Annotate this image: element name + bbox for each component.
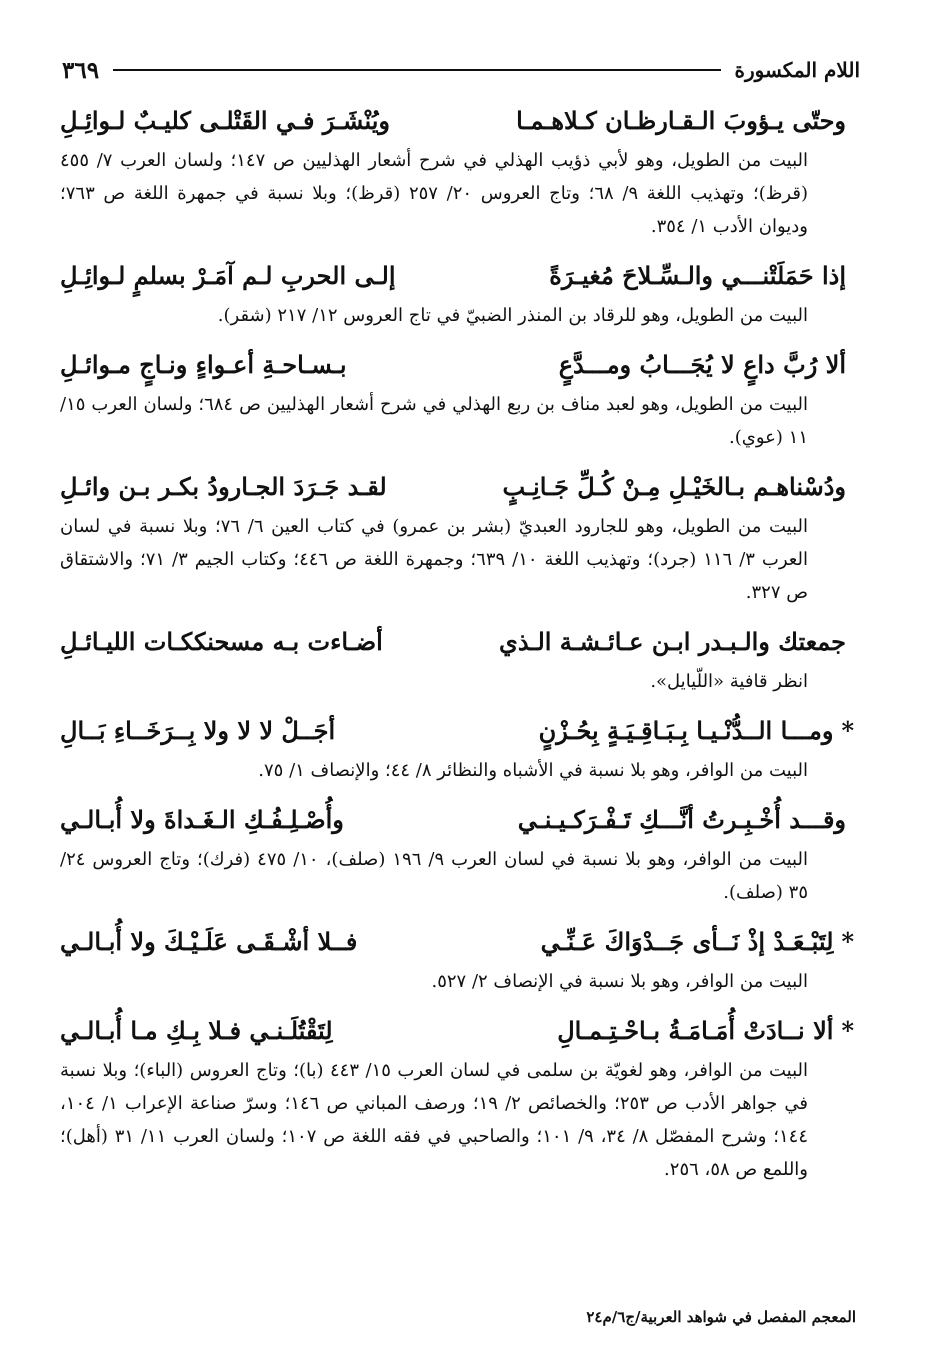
verse-line [60,340,854,388]
first-hemistich: لِتَبْـعَـدْ إذْ نَــأى جَــدْوَاكَ عَـنِّـي [540,927,834,956]
verse-note: البيت من الطويل، وهو للجارود العبديّ (بشر بن عمرو) في كتاب العين ٦/ ٧٦؛ وبلا نسبة في لسان العرب ٣/ ١١٦ (جرد)؛ وتهذيب اللغة ١٠/ ٦٣٩؛ وجمهرة اللغة ص ٤٤٦؛ وكتاب الجيم ٣/ ٧١؛ والاشتقاق ص ٣٢٧. [60,516,808,603]
verse-entry [60,1006,854,1186]
first-hemistich: ألا رُبَّ داعٍ لا يُجَـــابُ ومـــدَّعٍ [558,350,846,379]
second-hemistich: لِتَقْتُلَـنـي فـلا بِـكِ مـا أُبـالـي [60,1016,333,1045]
second-hemistich: إلـى الحربِ لـم آمَـرْ بسلمٍ لـوائِـلِ [60,261,396,290]
verse-first-part [557,1006,854,1056]
verse-entry [60,617,854,698]
verse-first-part [518,795,854,845]
verse-note: البيت من الطويل، وهو لعبد مناف بن ربع الهذلي في شرح أشعار الهذليين ص ٦٨٤؛ ولسان العرب ١٥/ ١١ (عوي). [60,394,808,448]
second-hemistich: بـسـاحـةِ أعـواءٍ ونـاجٍ مـوائـلِ [60,350,347,379]
chapter-title: اللام المكسورة [734,58,860,82]
first-hemistich: وقـــد أُخْـبِـرتُ أنَّـــكِ تَـفْـرَكـيـنـي [517,805,846,834]
page-footer: المعجم المفصل في شواهد العربية/ج٦/م٢٤ [586,1308,856,1326]
verse-note: البيت من الطويل، وهو لأبي ذؤيب الهذلي في شرح أشعار الهذليين ص ١٤٧؛ ولسان العرب ٧/ ٤٥٥ (قرظ)؛ وتهذيب اللغة ٩/ ٦٨؛ وتاج العروس ٢٠/ ٢٥٧ (قرظ)؛ وبلا نسبة في جمهرة اللغة ص ٧٦٣؛ وديوان الأدب ١/ ٣٥٤. [60,150,808,237]
verse-first-part [539,706,854,756]
page-content [60,96,854,1194]
first-hemistich: ومـــا الــدُّنْـيـا بِـبَـاقِـيَـةٍ بِحُـزْنٍ [538,716,834,745]
second-hemistich: لقـد جَـرَدَ الجـارودُ بكـر بـن وائـلِ [60,472,387,501]
verse-first-part [516,96,854,146]
verse-line [60,462,854,510]
verse-first-part [559,340,854,390]
verse-entry [60,462,854,609]
verse-entry [60,706,854,787]
second-hemistich: وأُصْـلِـفُـكِ الـغَـداةَ ولا أُبـالـي [60,805,344,834]
verse-note: البيت من الطويل، وهو للرقاد بن المنذر الضبيّ في تاج العروس ١٢/ ٢١٧ (شقر). [217,305,808,326]
verse-entry [60,795,854,909]
star-marker: * [841,927,854,956]
verse-first-part [549,251,854,301]
verse-entry [60,96,854,243]
header-rule [113,69,720,71]
verse-note: البيت من الوافر، وهو بلا نسبة في الأشباه والنظائر ٨/ ٤٤؛ والإنصاف ١/ ٧٥. [258,760,808,781]
second-hemistich: فــلا أشْـقَـى عَلَـيْـكَ ولا أُبـالـي [60,927,358,956]
page-number: ٣٦٩ [62,56,100,84]
verse-note: البيت من الوافر، وهو بلا نسبة في لسان العرب ٩/ ١٩٦ (صلف)، ١٠/ ٤٧٥ (فرك)؛ وتاج العروس ٢٤/ ٣٥ (صلف). [60,849,808,903]
verse-line [60,795,854,843]
first-hemistich: ودُسْناهـم بـالخَيْـلِ مِـنْ كُـلِّ جَـانِـبٍ [502,472,846,501]
verse-line [60,706,854,754]
first-hemistich: ألا نــادَتْ أُمَـامَـةُ بـاحْـتِـمـالِ [557,1016,834,1045]
verse-line [60,1006,854,1054]
star-marker: * [841,1016,854,1045]
verse-entry [60,340,854,454]
verse-note: انظر قافية «اللّيايل». [650,671,808,692]
verse-first-part [541,917,854,967]
second-hemistich: ويُنْشَـرَ فـي القَتْلـى كليـبٌ لـوائِـلِ [60,106,390,135]
verse-note: البيت من الوافر، وهو لغويّة بن سلمى في لسان العرب ١٥/ ٤٤٣ (با)؛ وتاج العروس (الباء)؛ وبلا نسبة في جواهر الأدب ص ٢٥٣؛ والخصائص ٢/ ١٩؛ ورصف المباني ص ١٤٦؛ وسرّ صناعة الإعراب ١/ ١٠٤، ١٤٤؛ وشرح المفصّل ٨/ ٣٤، ٩/ ١٠١؛ والصاحبي في فقه اللغة ص ١٠٧؛ ولسان العرب ١١/ ٣١ (أهل)؛ واللمع ص ٥٨، ٢٥٦. [60,1060,809,1180]
second-hemistich: أضـاءت بـه مسحنككـات الليـائـلِ [60,627,383,656]
verse-first-part [502,462,854,512]
verse-entry [60,251,854,332]
first-hemistich: إذا حَمَلَتْنـــي والـسِّـلاحَ مُغيـرَةً [549,261,846,290]
verse-note: البيت من الوافر، وهو بلا نسبة في الإنصاف ٢/ ٥٢٧. [431,971,808,992]
verse-line [60,251,854,299]
verse-line [60,96,854,144]
verse-first-part [499,617,854,667]
first-hemistich: وحتّى يـؤوبَ الـقـارظـان كـلاهـمـا [516,106,846,135]
page-header [62,52,860,88]
verse-line [60,617,854,665]
second-hemistich: أجَــلْ لا لا ولا بِــرَخَــاءِ بَــالِ [60,716,336,745]
verse-entry [60,917,854,998]
verse-line [60,917,854,965]
star-marker: * [841,716,854,745]
first-hemistich: جمعتك والـبـدر ابـن عـائـشـة الـذي [499,627,846,656]
